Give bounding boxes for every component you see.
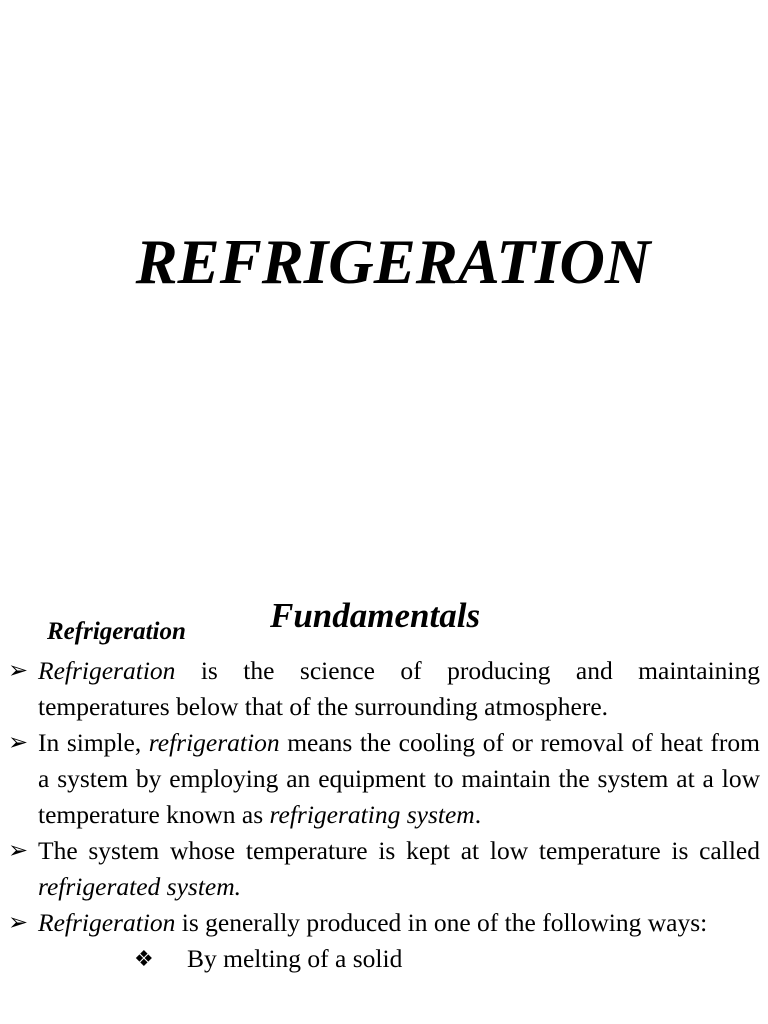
bullet-arrow-icon: ➢ [8,658,29,684]
bullet-text: is generally produced in one of the following ways: [175,908,708,937]
bullet-arrow-icon: ➢ [8,730,29,756]
bullet-text: . [474,800,482,829]
sub-bullet-text: By melting of a solid [187,944,403,973]
bullet-item [0,653,768,725]
bullet-text: Refrigeration [38,656,176,685]
bullet-text: In simple, [38,728,149,757]
bullet-item [0,725,768,833]
bullet-arrow-icon: ➢ [8,910,29,936]
bullet-arrow-icon: ➢ [8,838,29,864]
bullet-text: refrigerating system [269,800,475,829]
bullet-text: is the science of producing and maintaining temperatures below that of the surrounding atmosphere. [38,656,760,721]
section-label: Refrigeration [47,618,186,645]
bullet-text: refrigeration [148,728,280,757]
bullet-text: Refrigeration [38,908,176,937]
bullet-list [0,653,768,977]
sub-bullet-item [0,941,768,977]
diamond-bullet-icon: ❖ [134,946,154,971]
bullet-item [0,905,768,941]
bullet-text: The system whose temperature is kept at low temperature is called [38,836,760,865]
bullet-text: means the cooling of or removal of heat from a system by employing an equipment to maintain the system at a low temperature known as [38,728,760,829]
slide-title: REFRIGERATION [135,227,651,297]
bullet-item [0,833,768,905]
content-slide [0,580,768,1024]
bullet-text: refrigerated system. [38,872,242,901]
section-heading: Fundamentals [270,596,481,635]
